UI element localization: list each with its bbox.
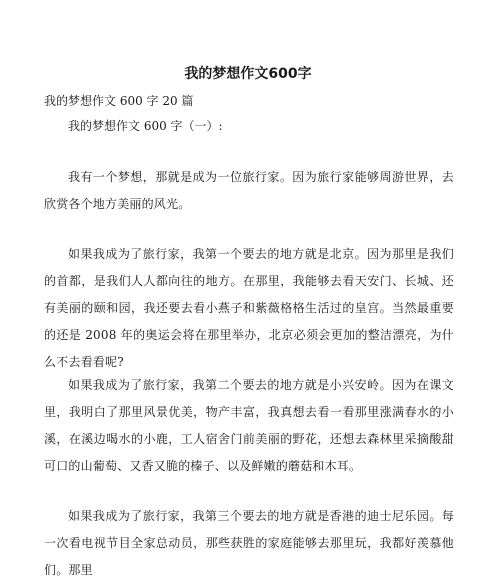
document-title: 我的梦想作文600字	[184, 66, 312, 82]
document-subtitle: 我的梦想作文 600 字 20 篇	[44, 94, 194, 108]
section-heading: 我的梦想作文 600 字（一）:	[68, 119, 223, 133]
paragraph: 如果我成为了旅行家，我第一个要去的地方就是北京。因为那里是我们的首都，是我们人人都向往的地方。在那里，我能够去看天安门、长城、还有美丽的颐和园，我还要去看小燕子和紫薇格格生活过的皇宫。当然最重要的还是 2008 年的奥运会将在那里举办，北京必须会更加的整洁漂亮，为什么不去看看呢?	[44, 247, 454, 369]
paragraph: 如果我成为了旅行家，我第三个要去的地方就是香港的迪士尼乐园。每一次看电视节目全家总动员，那些获胜的家庭能够去那里玩，我都好羡慕他们。那里	[44, 509, 454, 577]
paragraph: 我有一个梦想，那就是成为一位旅行家。因为旅行家能够周游世界，去欣赏各个地方美丽的风光。	[44, 170, 454, 211]
paragraph: 如果我成为了旅行家，我第二个要去的地方就是小兴安岭。因为在课文里，我明白了那里风景优美，物产丰富，我真想去看一看那里涨满春水的小溪，在溪边喝水的小鹿，工人宿舍门前美丽的野花，还想去森林里采摘酸甜可口的山葡萄、又香又脆的榛子、以及鲜嫩的蘑菇和木耳。	[44, 378, 454, 473]
